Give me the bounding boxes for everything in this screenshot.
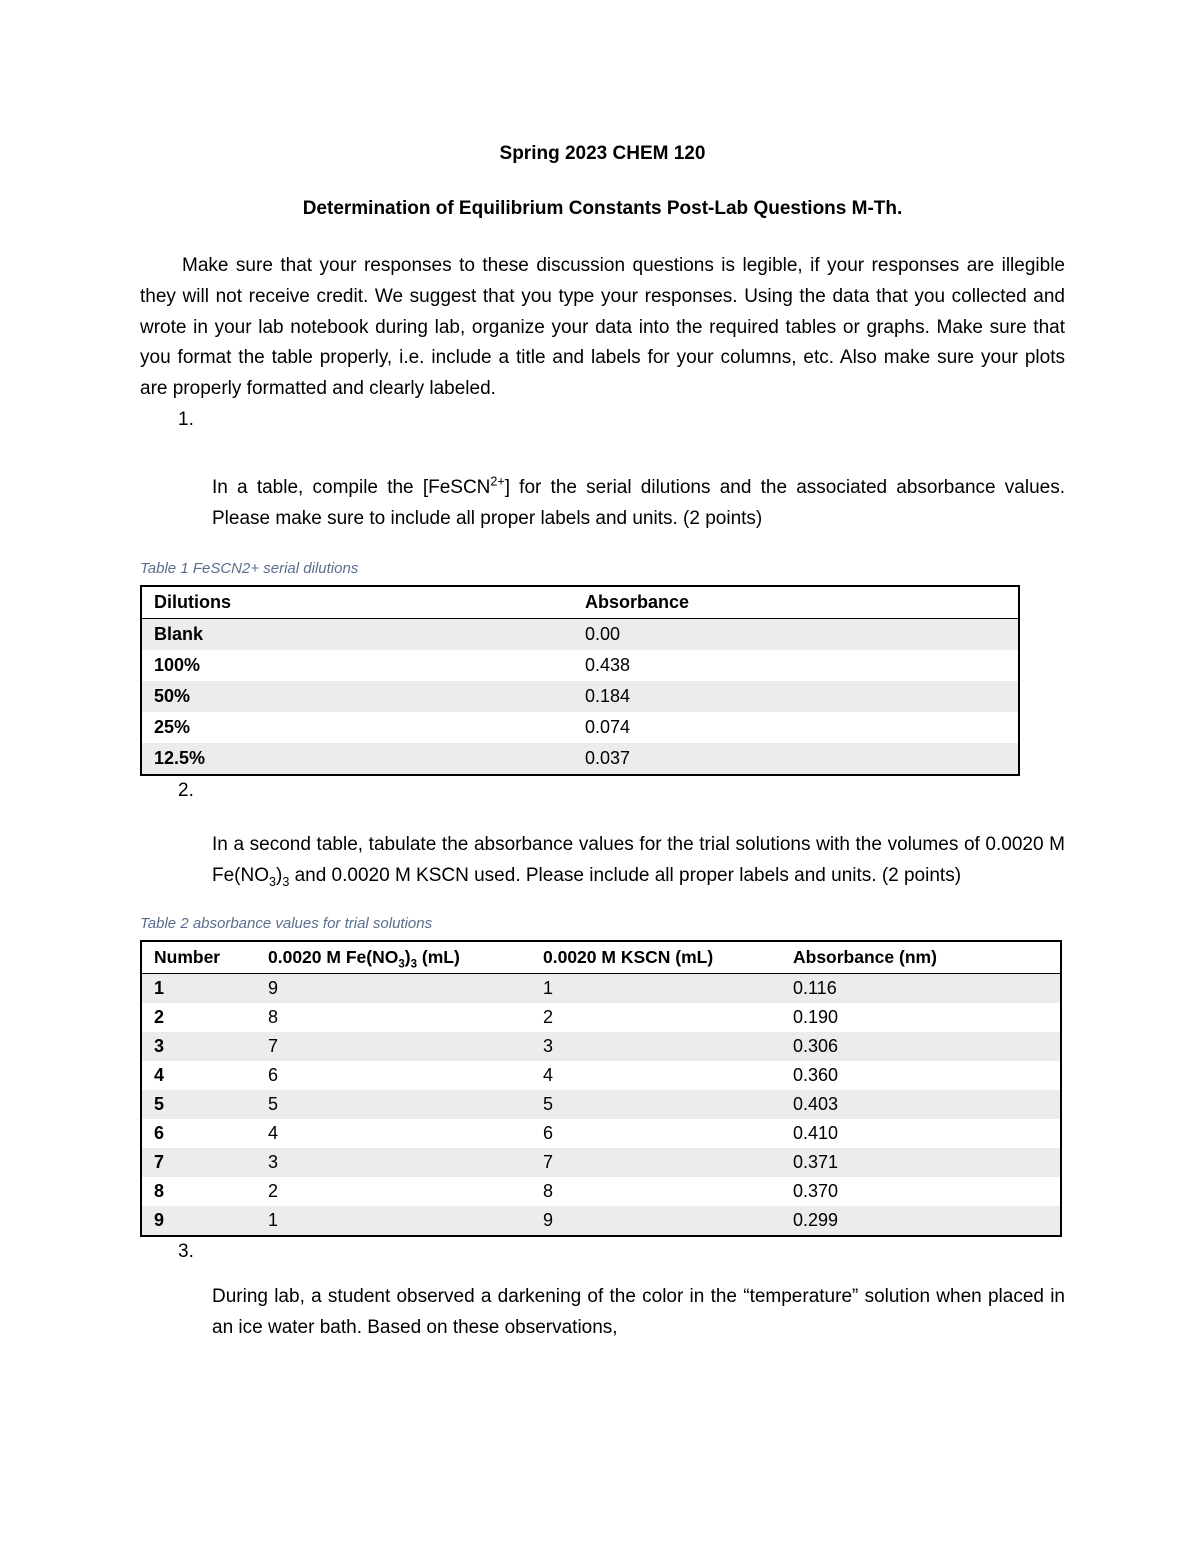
table-2-cell-fe-volume: 1 [256, 1206, 531, 1236]
table-2-cell-absorbance: 0.306 [781, 1032, 1061, 1061]
table-2-cell-absorbance: 0.360 [781, 1061, 1061, 1090]
table-1-cell-absorbance: 0.00 [573, 619, 1019, 651]
table-2-cell-absorbance: 0.370 [781, 1177, 1061, 1206]
table-2-cell-number: 5 [141, 1090, 256, 1119]
table-2-cell-number: 3 [141, 1032, 256, 1061]
table-2-cell-absorbance: 0.116 [781, 973, 1061, 1003]
table-2-cell-kscn-volume: 8 [531, 1177, 781, 1206]
table-2-cell-absorbance: 0.299 [781, 1206, 1061, 1236]
table-2-cell-fe-volume: 6 [256, 1061, 531, 1090]
intro-paragraph: Make sure that your responses to these discussion questions is legible, if your responses are illegible they will not receive credit. We suggest that you type your responses. Using the data that you collected and wrote in your lab notebook during lab, organize your data into the required tables or graphs. Make sure that you format the table properly, i.e. include a title and labels for your columns, etc. Also make sure your plots are properly formatted and clearly labeled. [140, 255, 1065, 400]
table-row [141, 619, 1019, 651]
table-2-cell-fe-volume: 2 [256, 1177, 531, 1206]
table-2-cell-kscn-volume: 1 [531, 973, 781, 1003]
table-2-cell-number: 2 [141, 1003, 256, 1032]
table-row [141, 1148, 1061, 1177]
table-row [141, 973, 1061, 1003]
table-2-cell-kscn-volume: 3 [531, 1032, 781, 1061]
question-2-text-part2: ) [275, 865, 283, 887]
table-2-header-kscn: 0.0020 M KSCN (mL) [531, 941, 781, 974]
table-2-cell-absorbance: 0.403 [781, 1090, 1061, 1119]
table-1-cell-dilution: Blank [141, 619, 573, 651]
table-header-row [141, 941, 1061, 974]
table-row [141, 1003, 1061, 1032]
page-subtitle: Determination of Equilibrium Constants Post-Lab Questions M-Th. [302, 198, 903, 219]
question-2-number: 2. [178, 780, 194, 802]
table-1-cell-absorbance: 0.037 [573, 743, 1019, 775]
page-title: Spring 2023 CHEM 120 [499, 143, 706, 164]
table-2-cell-kscn-volume: 9 [531, 1206, 781, 1236]
table-row [141, 1119, 1061, 1148]
table-trial-solution-absorbance [140, 940, 1062, 1237]
question-2-text-part1: In a second table, tabulate the absorbance values for the trial solutions with the volumes of 0.0020 M Fe(NO [212, 834, 1065, 887]
table-2-cell-fe-volume: 8 [256, 1003, 531, 1032]
table-2-header-fe-no3-3 [256, 941, 531, 974]
table-row [141, 1061, 1061, 1090]
table-2-cell-number: 4 [141, 1061, 256, 1090]
question-1-superscript: 2+ [490, 474, 505, 489]
table-1-caption: Table 1 FeSCN2+ serial dilutions [140, 560, 359, 578]
table-fescn-serial-dilutions [140, 585, 1020, 776]
table-row [141, 1177, 1061, 1206]
table-row [141, 681, 1019, 712]
question-2 [140, 776, 1065, 892]
question-1-number: 1. [178, 408, 194, 430]
table-1-header-absorbance: Absorbance [573, 586, 1019, 619]
table-2-cell-absorbance: 0.410 [781, 1119, 1061, 1148]
table-1-cell-dilution: 25% [141, 712, 573, 743]
table-2-caption: Table 2 absorbance values for trial solutions [140, 914, 433, 932]
document-content [140, 140, 1065, 1343]
question-3-number: 3. [178, 1240, 194, 1262]
table-2-header-number: Number [141, 941, 256, 974]
table-2-cell-absorbance: 0.190 [781, 1003, 1061, 1032]
table-2-cell-number: 6 [141, 1119, 256, 1148]
table-2-cell-fe-volume: 3 [256, 1148, 531, 1177]
table-2-cell-absorbance: 0.371 [781, 1148, 1061, 1177]
table-1-cell-dilution: 100% [141, 650, 573, 681]
table-header-row [141, 586, 1019, 619]
question-3 [140, 1237, 1065, 1344]
table-2-cell-kscn-volume: 4 [531, 1061, 781, 1090]
table-1-cell-absorbance: 0.184 [573, 681, 1019, 712]
table-2-cell-kscn-volume: 7 [531, 1148, 781, 1177]
table-row [141, 1090, 1061, 1119]
table-2-cell-fe-volume: 9 [256, 973, 531, 1003]
table-2-cell-fe-volume: 7 [256, 1032, 531, 1061]
table-2-cell-number: 8 [141, 1177, 256, 1206]
table-2-cell-kscn-volume: 2 [531, 1003, 781, 1032]
table-row [141, 743, 1019, 775]
question-2-subscript-1: 3 [269, 874, 276, 889]
question-2-text [212, 834, 1065, 889]
table-2-cell-number: 1 [141, 973, 256, 1003]
table-2-header-fe-part2: ) [404, 946, 411, 967]
table-1-cell-absorbance: 0.074 [573, 712, 1019, 743]
table-1-cell-dilution: 12.5% [141, 743, 573, 775]
table-2-header-fe-part1: 0.0020 M Fe(NO [268, 946, 399, 967]
table-row [141, 1032, 1061, 1061]
table-2-cell-kscn-volume: 6 [531, 1119, 781, 1148]
table-2-header-fe-sub1: 3 [398, 958, 405, 971]
question-1-text [212, 474, 1065, 529]
question-1-text-part2: ] for the serial dilutions and the associated absorbance values. Please make sure to include all proper labels and units. (2 points) [212, 476, 1065, 529]
table-2-header-fe-sub2: 3 [410, 958, 417, 971]
question-1-text-part1: In a table, compile the [FeSCN [212, 476, 491, 498]
table-2-cell-fe-volume: 4 [256, 1119, 531, 1148]
question-1 [140, 405, 1065, 535]
table-row [141, 712, 1019, 743]
table-2-header-absorbance: Absorbance (nm) [781, 941, 1061, 974]
table-row [141, 1206, 1061, 1236]
table-2-header-fe-part3: (mL) [417, 946, 460, 967]
table-1-cell-dilution: 50% [141, 681, 573, 712]
table-2-cell-number: 9 [141, 1206, 256, 1236]
question-3-text: During lab, a student observed a darkening of the color in the “temperature” solution when placed in an ice water bath. Based on these observations, [212, 1285, 1065, 1338]
table-2-cell-number: 7 [141, 1148, 256, 1177]
table-2-cell-fe-volume: 5 [256, 1090, 531, 1119]
table-row [141, 650, 1019, 681]
table-1-cell-absorbance: 0.438 [573, 650, 1019, 681]
table-1-header-dilutions: Dilutions [141, 586, 573, 619]
table-2-cell-kscn-volume: 5 [531, 1090, 781, 1119]
question-2-subscript-2: 3 [282, 874, 290, 889]
question-2-text-part3: and 0.0020 M KSCN used. Please include all proper labels and units. (2 points) [289, 865, 962, 887]
